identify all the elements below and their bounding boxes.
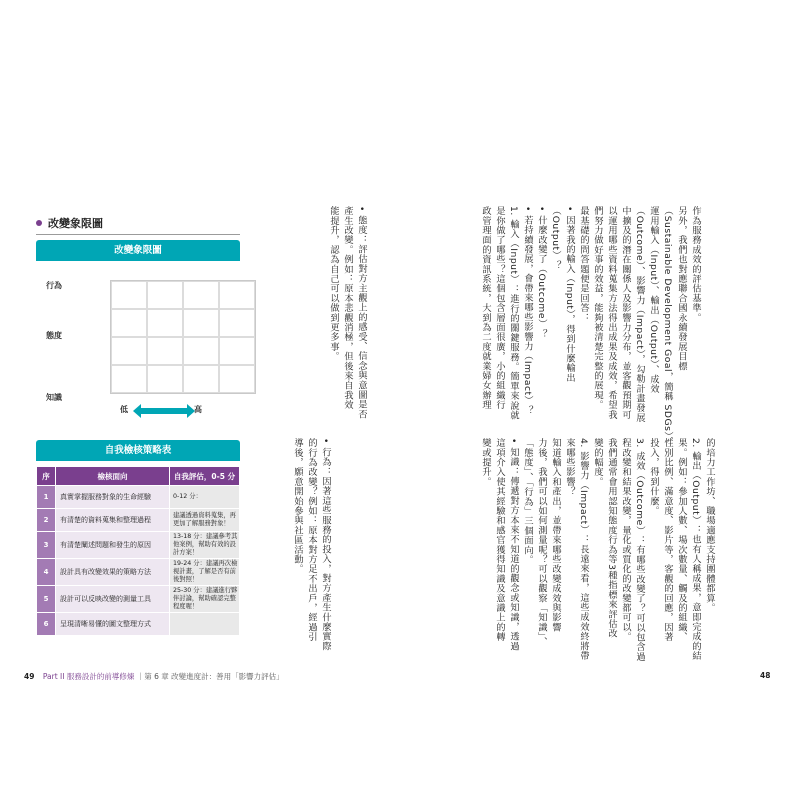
matrix-y-label-knowledge: 知識 [46, 393, 62, 402]
row-score: 19-24 分：建議再次檢視計畫，了解是否有前後對照！ [170, 559, 240, 586]
matrix-x-high-label: 高 [194, 405, 202, 414]
row-aspect: 設計具有改變效果的策略方法 [56, 559, 170, 586]
row-number: 1 [37, 486, 56, 509]
text-column-lower-right [478, 438, 716, 668]
row-number: 6 [37, 613, 56, 636]
text-line: 變或提升。 [480, 438, 491, 487]
table-row [37, 559, 240, 586]
text-line: • 什麼改變了（Outcome）？ [536, 206, 547, 339]
table-title: 自我檢核策略表 [36, 440, 240, 461]
text-line: 果。例如：參加人數、場次數量、觸及的組織、 [676, 438, 687, 642]
text-line: （Sustainable Development Goal，簡稱 SDGs）， [662, 206, 673, 447]
text-line: 的培力工作坊、職場適應支持團體都算。 [704, 438, 715, 613]
text-line: 力後，我們可以如何測量呢？可以觀察「知識」、 [536, 438, 547, 647]
behavior-line-2: 的行為改變？例如：原本對方足不出戶，經過引 [306, 438, 317, 642]
text-line: 變的幅度。 [592, 438, 603, 487]
text-column [326, 206, 368, 430]
row-score: 25-30 分：建議進行夥伴討論，幫助確認完整程度喔！ [170, 586, 240, 613]
table-header-aspect: 檢核面向 [56, 467, 170, 486]
table-row [37, 532, 240, 559]
text-line: 另外，我們也對應聯合國永續發展目標 [676, 206, 687, 371]
attitude-line-2: 產生改變。例如：原本悲觀消極，但後來自我效 [342, 206, 353, 410]
row-score: 建議透過資料蒐集，再更加了解服務對象！ [170, 509, 240, 532]
text-line: 是你做了哪些？這個包含層面很廣，小的組織行 [494, 206, 505, 410]
section-heading [36, 214, 240, 235]
matrix-y-label-attitude: 態度 [46, 331, 62, 340]
attitude-line-1: • 態度：評估對方主觀上的感受、信念與意圖是否 [356, 206, 367, 420]
row-aspect: 設計可以反映改變的測量工具 [56, 586, 170, 613]
section-heading-text: 改變象限圖 [48, 217, 103, 230]
text-line: 運用輸入（Input）、輸出（Output）、成效 [648, 206, 659, 394]
text-line: 「態度」、「行為」三個面向。 [522, 438, 533, 565]
table-row [37, 486, 240, 509]
text-line: • 知識：傳遞對方本來不知道的觀念或知識，透過 [508, 438, 519, 652]
behavior-line-3: 導後，願意開始參與社區活動。 [292, 438, 303, 574]
table-row [37, 586, 240, 613]
text-line: 們努力做好事的效益，能夠被清楚完整的展現。 [592, 206, 603, 410]
left-page-footer [24, 671, 284, 682]
table-header-no: 序 [37, 467, 56, 486]
row-aspect: 呈現清晰易懂的圖文整理方式 [56, 613, 170, 636]
text-line: 性別比例、滿意度、影片等，客觀的回應，因著 [662, 438, 673, 642]
text-line: 4. 影響力（Impact）：長遠來看，這些成效終將帶 [578, 438, 589, 661]
right-page-number: 48 [760, 671, 771, 680]
footer-part: Part II 服務設計的前導修煉 [42, 672, 135, 681]
text-line: 政管理面的資訊系統，大到為二度就業婦女辦理 [480, 206, 491, 410]
row-number: 4 [37, 559, 56, 586]
text-line: 中擴及的潛在關係人及影響力分布，並客觀預期可 [620, 206, 631, 420]
matrix-x-low-label: 低 [120, 405, 128, 414]
text-line: 作為服務成效的評估基準。 [690, 206, 701, 323]
change-quadrant-grid [110, 280, 256, 394]
text-line: 這項介入使其經驗和感官獲得知識及意識上的轉 [494, 438, 505, 642]
text-line: 知道輸入和產出，並帶來哪些改變成效與影響 [550, 438, 561, 632]
matrix-title: 改變象限圖 [36, 240, 240, 261]
text-line: 投入，得到什麼。 [648, 438, 659, 516]
row-aspect: 有清楚闡述問題和發生的原因 [56, 532, 170, 559]
text-line: （Output）？ [550, 206, 561, 271]
text-column [290, 438, 332, 668]
row-number: 5 [37, 586, 56, 613]
text-line: • 因著我的輸入（Input），得到什麼輸出 [564, 206, 575, 383]
table-row [37, 509, 240, 532]
row-number: 3 [37, 532, 56, 559]
row-score [170, 613, 240, 636]
row-number: 2 [37, 509, 56, 532]
text-line: 以運用哪些資料蒐集方法得出成果及成效，希望我 [606, 206, 617, 420]
row-score: 13-18 分：建議參考其他案例，幫助有效的設計方案！ [170, 532, 240, 559]
text-line: 2. 輸出（Output）：也有人稱成果，意即完成的結 [690, 438, 701, 661]
matrix-y-label-behavior: 行為 [46, 281, 62, 290]
table-row [37, 613, 240, 636]
text-line: 程改變和結果改變，量化或質化的改變都可以。 [620, 438, 631, 642]
text-line: （Outcome）、影響力（Impact），勾勒計畫發展 [634, 206, 645, 423]
row-score: 0-12 分： [170, 486, 240, 509]
text-line: 最基礎的問答題便是回答： [578, 206, 589, 323]
left-page-number: 49 [24, 672, 35, 681]
footer-chapter: ｜第 6 章 改變進度計：善用「影響力評估」 [136, 672, 284, 681]
text-line: 我們通常會用認知態度行為等3種指標來評估改 [606, 438, 617, 639]
text-column-upper-right [478, 206, 702, 447]
text-line: 3. 成效（Outcome）：有哪些改變了？可以包含過 [634, 438, 645, 662]
self-check-table [36, 466, 240, 636]
attitude-line-3: 能提升，認為自己可以做到更多事。 [328, 206, 339, 362]
double-arrow-icon [140, 408, 188, 414]
heading-bullet-icon [36, 220, 42, 226]
row-aspect: 真實掌握服務對象的生命經驗 [56, 486, 170, 509]
text-line: 來哪些影響？ [564, 438, 575, 497]
row-aspect: 有清楚的資料蒐集和整理過程 [56, 509, 170, 532]
text-line: 1. 輸入（Input）：進行的關鍵服務。簡單來說就 [508, 206, 519, 421]
table-header-score: 自我評估，0-5 分 [170, 467, 240, 486]
behavior-line-1: • 行為：因著這些服務的投入，對方產生什麼實際 [320, 438, 331, 652]
text-line: • 若持續發展，會帶來哪些影響力（Impact）？ [522, 206, 533, 416]
